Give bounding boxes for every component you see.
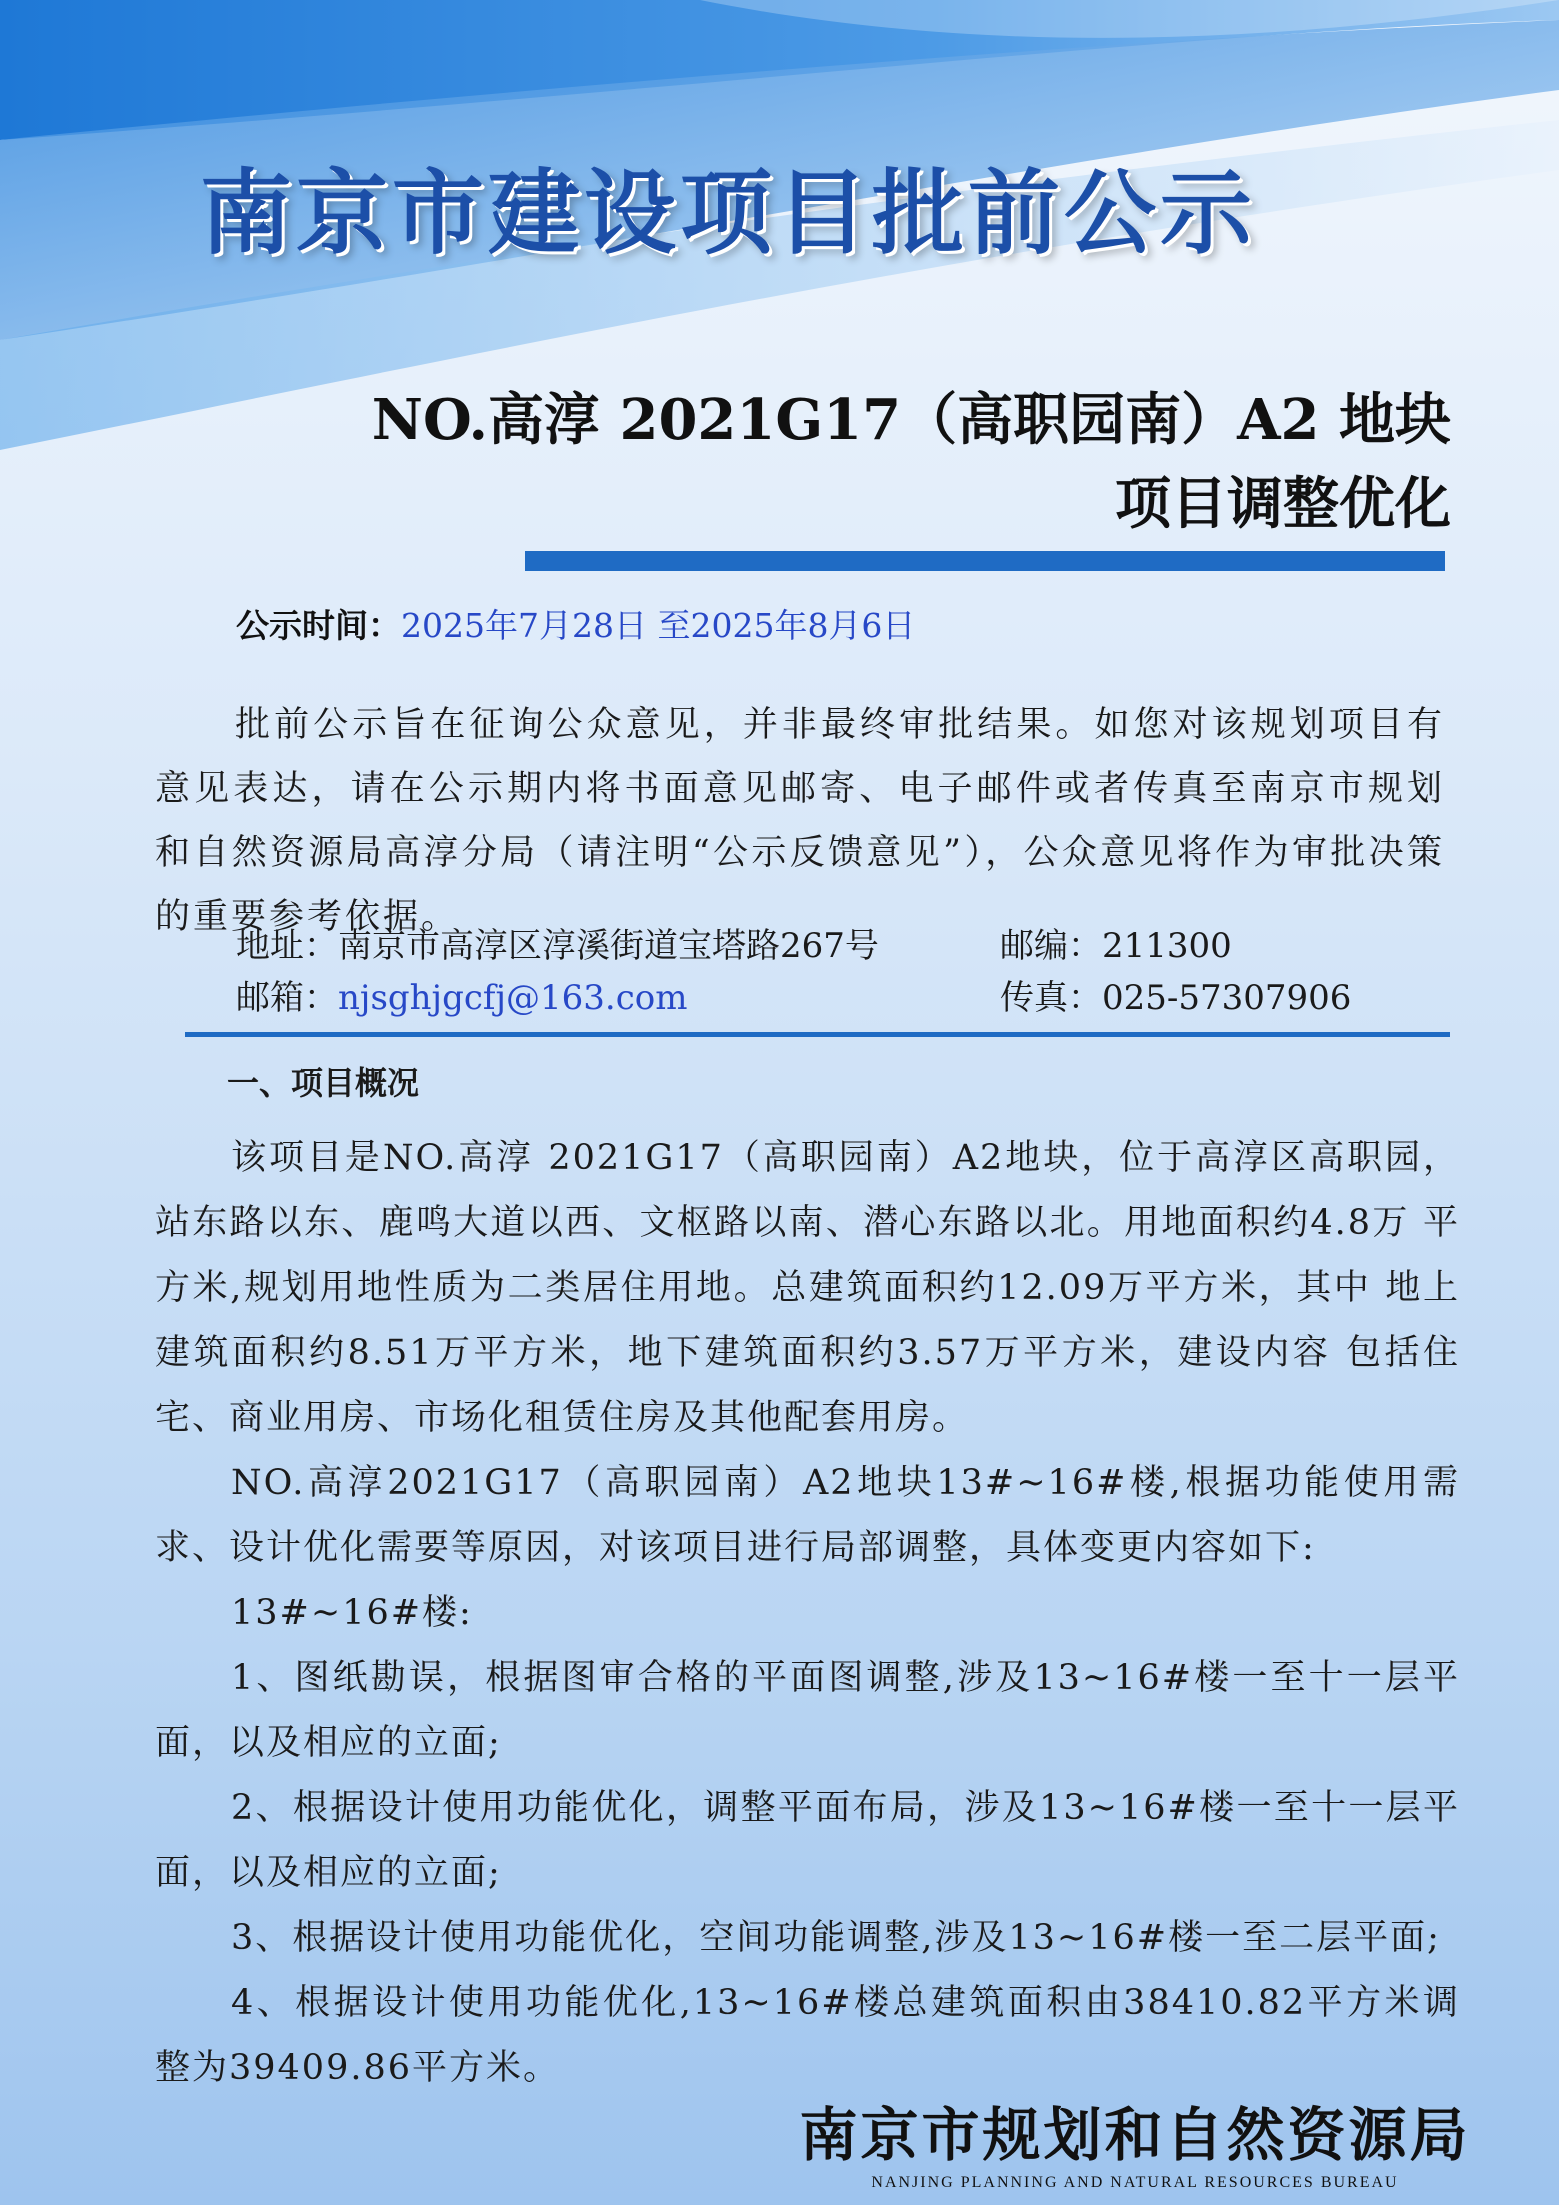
banner-title: 南京市建设项目批前公示 (200, 160, 1257, 267)
address-row (236, 918, 879, 967)
postcode-value: 211300 (1102, 926, 1232, 966)
project-overview (155, 1058, 1460, 2101)
fax-value: 025-57307906 (1102, 978, 1352, 1018)
bureau-name-cn: 南京市规划和自然资源局 (799, 2101, 1471, 2169)
title-divider (525, 551, 1445, 571)
postcode-label: 邮编： (1000, 926, 1102, 966)
fax-row (1000, 970, 1351, 1019)
email-link[interactable]: njsghjgcfj@163.com (338, 978, 688, 1018)
change-item-2: 2、根据设计使用功能优化，调整平面布局，涉及13~16#楼一至十一层平面，以及相应的立面; (155, 1788, 1460, 1893)
change-item-1: 1、图纸勘误，根据图审合格的平面图调整,涉及13~16#楼一至十一层平面，以及相应的立面; (155, 1658, 1460, 1763)
email-label: 邮箱： (236, 978, 338, 1018)
change-item-4: 4、根据设计使用功能优化,13~16#楼总建筑面积由38410.82平方米调整为39409.86平方米。 (155, 1983, 1460, 2088)
address-value: 南京市高淳区淳溪街道宝塔路267号 (338, 926, 879, 966)
section-divider (185, 1032, 1450, 1037)
fax-label: 传真： (1000, 978, 1102, 1018)
project-title (351, 378, 1451, 546)
project-title-line2: 项目调整优化 (1115, 471, 1451, 537)
bureau-name-en: NANJING PLANNING AND NATURAL RESOURCES BUREAU (871, 2174, 1399, 2191)
adjustment-intro: NO.高淳2021G17（高职园南）A2地块13#~16#楼,根据功能使用需求、设计优化需要等原因，对该项目进行局部调整，具体变更内容如下: (155, 1463, 1460, 1568)
notice-intro: 批前公示旨在征询公众意见，并非最终审批结果。如您对该规划项目有意见表达，请在公示期内将书面意见邮寄、电子邮件或者传真至南京市规划和自然资源局高淳分局（请注明“公示反馈意见”），公众意见将作为审批决策的重要参考依据。 (155, 705, 1445, 937)
overview-paragraph: 该项目是NO.高淳 2021G17（高职园南）A2地块，位于高淳区高职园，站东路以东、鹿鸣大道以西、文枢路以南、潜心东路以北。用地面积约4.8万 平方米,规划用地性质为二类居住用地。总建筑面积约12.09万平方米，其中 地上建筑面积约8.51万平方米，地下建筑面积约3.57万平方米，建设内容 包括住宅、商业用房、市场化租赁住房及其他配套用房。 (155, 1138, 1460, 1438)
postcode-row (1000, 918, 1232, 967)
section-heading: 一、项目概况 (227, 1064, 420, 1102)
email-row (236, 970, 687, 1019)
project-title-line1: NO.高淳 2021G17（高职园南）A2 地块 (371, 387, 1451, 453)
notice-period-value: 2025年7月28日 至2025年8月6日 (401, 606, 916, 645)
building-label: 13#~16#楼: (231, 1593, 473, 1633)
notice-period-label: 公示时间： (236, 606, 401, 645)
address-label: 地址： (236, 926, 338, 966)
change-item-3: 3、根据设计使用功能优化，空间功能调整,涉及13~16#楼一至二层平面; (231, 1918, 1441, 1958)
bureau-logo (790, 2088, 1480, 2192)
notice-period (236, 600, 915, 647)
